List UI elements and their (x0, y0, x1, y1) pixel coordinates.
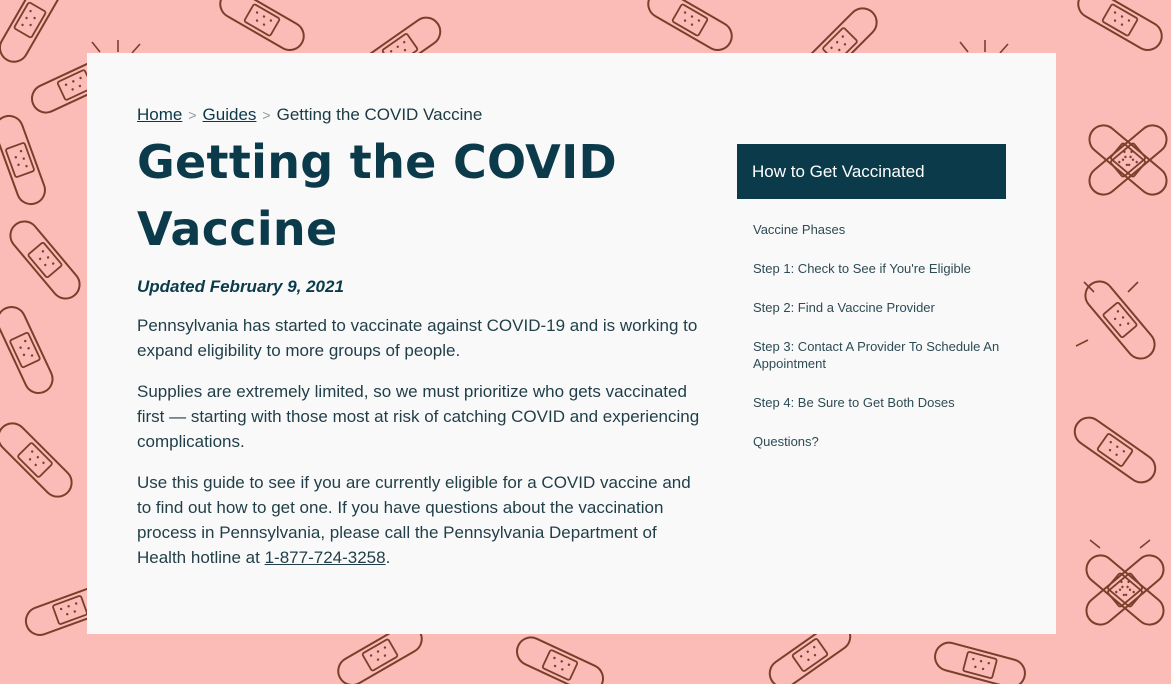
breadcrumb-guides-link[interactable]: Guides (202, 105, 257, 124)
sidebar-item-vaccine-phases[interactable]: Vaccine Phases (753, 222, 846, 237)
page-title-line1: Getting the COVID (137, 135, 617, 189)
breadcrumb-current: Getting the COVID Vaccine (276, 105, 483, 124)
sidebar-item-step-3[interactable]: Step 3: Contact A Provider To Schedule An Appointment (753, 339, 1000, 371)
sidebar-nav (737, 144, 1006, 472)
supplies-paragraph: Supplies are extremely limited, so we must prioritize who gets vaccinated first — starting with those most at risk of catching COVID and experiencing complications. (137, 382, 700, 451)
breadcrumb (137, 103, 707, 127)
page-title-line2: Vaccine (137, 202, 338, 256)
hotline-phone-link[interactable]: 1-877-724-3258 (264, 548, 386, 567)
page-title (137, 129, 707, 263)
main-content (137, 103, 707, 570)
content-card (87, 53, 1056, 634)
breadcrumb-home-link[interactable]: Home (137, 105, 183, 124)
sidebar-list (737, 221, 1006, 450)
guide-paragraph-end: . (385, 548, 391, 567)
sidebar-item-step-1[interactable]: Step 1: Check to See if You're Eligible (753, 261, 971, 276)
sidebar-item-questions[interactable]: Questions? (753, 434, 819, 449)
intro-paragraph: Pennsylvania has started to vaccinate against COVID-19 and is working to expand eligibility to more groups of people. (137, 316, 698, 360)
updated-date: Updated February 9, 2021 (137, 277, 344, 296)
sidebar-item-step-4[interactable]: Step 4: Be Sure to Get Both Doses (753, 395, 955, 410)
sidebar-title: How to Get Vaccinated (737, 144, 1006, 199)
breadcrumb-separator: > (262, 107, 271, 123)
guide-paragraph (137, 470, 707, 570)
breadcrumb-separator: > (188, 107, 197, 123)
guide-paragraph-text: Use this guide to see if you are currently eligible for a COVID vaccine and to find out how to get one. If you have questions about the vaccination process in Pennsylvania, please call the Pennsylvania Department of Health hotline at (137, 473, 691, 567)
sidebar-item-step-2[interactable]: Step 2: Find a Vaccine Provider (753, 300, 935, 315)
